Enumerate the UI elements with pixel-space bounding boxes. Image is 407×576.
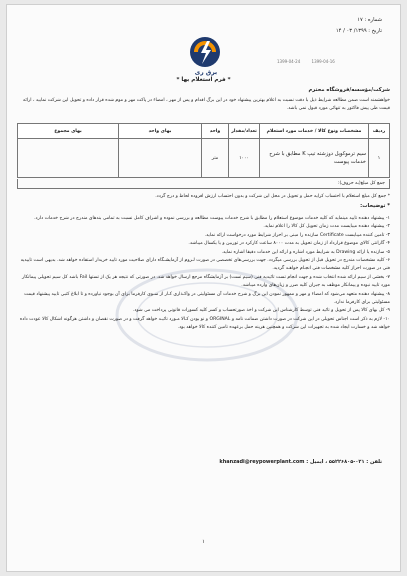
stamp-date: 1399-04-24 <box>277 59 301 64</box>
page-title: * فرم استعلام بها * <box>176 77 231 83</box>
doc-date: تاریخ : ۱۳۹۹/ ۰۳ / ۱۴ <box>335 28 382 34</box>
note-item: ۹- کل بهای کالا پس از تحویل و تائید فنی توسط کارشناس این شرکت و اخذ صورتحساب و کسر کلیه کسورات قانونی پرداخت می شود. <box>132 308 390 314</box>
intro-paragraph: خواهشمند است ضمن مطالعه شرایط ذیل با دقت نسبت به اعلام بهترین پیشنهاد خود در این برگ اقدام و پس از مهر ، امضاء در پاکت مهر و موم شده قرار داده و تحویل این شرکت نمایید ، ارائه قیمت طی پیش فاکتور به تنهائی مورد قبول نمی باشد. <box>23 98 390 111</box>
unit-price-cell[interactable] <box>119 139 202 178</box>
received-stamps <box>267 59 335 64</box>
note-item: ۸- پیشنهاد دهنده متعهد می‌شود که امضاء و مهر و ممهور نمودن این برگ و شرح خدمات آن مسئولیتی در واکـذاری کـار از سـوی کارفرما برای آن بوجود نیاورده و تا ابلاغ کتبی تایید پیشنهاد قیمت مسئولیتی برای کارفرما ندارد. <box>24 291 390 306</box>
page-number: ۱ <box>202 539 205 545</box>
contact-phone-label: تلفن : ۰۲۱-۵۵۲۲۶۸۰۵ ، ایمیل : <box>306 459 382 465</box>
note-item: ۶- کلیه مشخصات مندرج در تحویل قبل از تحویل بررسی میگردد. جهت بررسی‌های تخصصی در صورت لـزوم از آزمایشـگاه دارای صلاحیت مورد تایید خریدار استفاده خواهد شد. بدیهی است تاییدیه فنی در صورت احراز کلیه مشخصات فنی انجـام خواهـد گردید. <box>20 258 390 272</box>
table-row <box>18 139 390 178</box>
row-index: ۱ <box>369 139 390 178</box>
note-item: ۱- پیشنهاد دهنده تایید مینماید که کلیه خدمات موضوع استعلام را مطابق با شرح خدمات پیوست مطالعه و بررسی نموده و اشراف کامل نسبت به تمامی بندهای مندرج در شرح خدمات دارد. <box>34 216 390 221</box>
note-item: ۱۰- لازم به ذکر است اجناس تحویلی در این شرکت در صورت داشتن ضمانت نامه و ORGINAL و نو بودن کـالا مـورد تائیـد خواهد گرفت و در صورت نقصان و داشتن هرگونه اشکال کالا عودت داده خواهد شد و خسارت ایجاد شده به تجهیزات این شرکت و همچنین هزینه حمل برعهده تامین کننده کالا خواهد بود. <box>19 316 390 331</box>
item-unit: متر <box>202 139 229 178</box>
column-header: واحد <box>202 124 229 139</box>
total-in-words-row[interactable] <box>17 179 390 189</box>
column-header: تعداد/مقدار <box>229 124 260 139</box>
contact-email-link[interactable]: khanzadi@reypowerplant.com <box>219 459 305 465</box>
doc-number: شماره : ۱۷ <box>357 17 382 23</box>
salutation: شرکت/مؤسسه/فروشگاه محترم <box>308 87 390 93</box>
column-header: مشخصات ونوع کالا / خدمات مورد استعلام <box>260 124 369 139</box>
item-description: سیم ترموکوپل دوزشته تیپ K مطابق با شرح خدمات پیوست <box>260 139 369 178</box>
contact-line <box>37 459 382 465</box>
total-in-words-label: جمع کل مبلغ(به حروف): <box>337 181 385 186</box>
document-meta <box>310 15 382 37</box>
price-note: * جمع کل مبلغ استعلام با احتساب کرایه حمل و تحویل در محل این شرکت و بدون احتساب ارزش افزوده لحاظ و درج گردد. <box>155 194 390 199</box>
notes-list <box>15 215 390 333</box>
company-logo-icon <box>185 35 225 69</box>
note-item: ۵- سازنده یا ارائه Drawing به شرایط مورد اشاره و ارائه این خدمات دقیقا اشاره نماید. <box>221 249 390 255</box>
column-header: بهای واحد <box>119 124 202 139</box>
note-item: ۲- پیشنهاد دهنده میبایست مدت زمان تحویل کل کالا را اعلام نماید. <box>263 224 390 230</box>
stamp-date: 1399-04-16 <box>311 59 335 64</box>
item-quantity: ۱۰۰۰ <box>229 139 260 178</box>
column-header: بهای مجموع <box>18 124 119 139</box>
document-page <box>6 4 401 572</box>
inquiry-table <box>17 123 390 178</box>
notes-heading: * توضیحات: <box>360 203 390 209</box>
note-item: ۷- بخشی از سیم ارائه شده انتخاب شده و جهت انجام تست تائیدیه فنی (سیم تست) بر آزمایشگاه مرجع ارسال خواهد شد. در صورتی که نتیجه هر یک از تستها Fail باشد کل سیم تحویلی پیمانکار مورد تایید نبوده و پیمانکار موظف به جبران کلیه ضرر و زیان‌های وارده میباشد. <box>22 274 390 289</box>
note-item: ۳- تامین کننده میبایست Certificate سازنده را مبنی بر احراز شرایط مورد درخواست ارائه نماید. <box>204 232 390 238</box>
company-logo-text: برق ری <box>194 69 218 76</box>
total-price-cell[interactable] <box>18 139 119 178</box>
column-header: ردیف <box>369 124 390 139</box>
note-item: ۴- گارانتی کالای موضوع قرارداد از زمان تحویل به مدت ۸۰۰۰ ساعت کارکرد در توربین و یا یکسال میباشد. <box>188 241 390 247</box>
